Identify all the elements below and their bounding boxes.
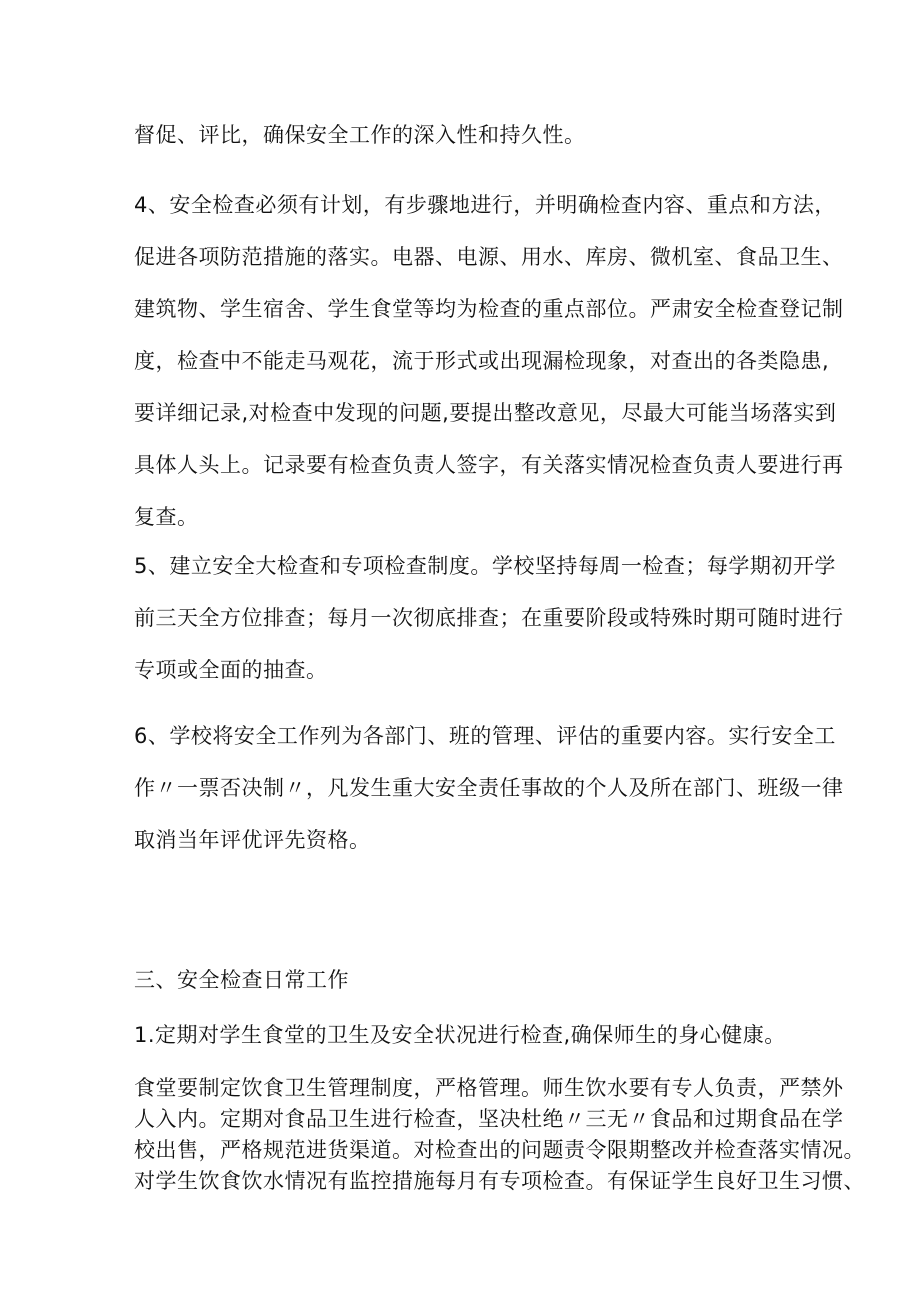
text-line: 作〃一票否决制〃，凡发生重大安全责任事故的个人及所在部门、班级一律: [134, 776, 844, 800]
text-line: 要详细记录,对检查中发现的问题,要提出整改意见，尽最大可能当场落实到: [134, 401, 837, 425]
text-line: 专项或全面的抽查。: [134, 658, 328, 682]
text-line: 督促、评比，确保安全工作的深入性和持久性。: [134, 123, 586, 147]
text-line: 促进各项防范措施的落实。电器、电源、用水、库房、微机室、食品卫生、: [134, 245, 844, 269]
text-line: 具体人头上。记录要有检查负责人签字，有关落实情况检查负责人要进行再: [134, 453, 844, 477]
text-line: 复查。: [134, 505, 199, 529]
text-line: 食堂要制定饮食卫生管理制度，严格管理。师生饮水要有专人负责，严禁外: [134, 1076, 844, 1100]
text-line: 取消当年评优评先资格。: [134, 828, 371, 852]
text-line: 4、安全检查必须有计划，有步骤地进行，并明确检查内容、重点和方法，: [134, 193, 836, 217]
text-line: 建筑物、学生宿舍、学生食堂等均为检查的重点部位。严肃安全检查登记制: [134, 297, 844, 321]
text-line: 校出售，严格规范进货渠道。对检查出的问题责令限期整改并检查落实情况。: [134, 1138, 865, 1162]
text-line: 人入内。定期对食品卫生进行检查，坚决杜绝〃三无〃食品和过期食品在学: [134, 1107, 844, 1131]
continuation-paragraph: [134, 109, 794, 161]
text-line: 5、建立安全大检查和专项检查制度。学校坚持每周一检查；每学期初开学: [134, 554, 836, 578]
section-3-body-paragraph: [134, 1073, 865, 1197]
item-6-paragraph: [134, 710, 844, 866]
text-line: 6、学校将安全工作列为各部门、班的管理、评估的重要内容。实行安全工: [134, 724, 836, 748]
text-line: 度，检查中不能走马观花，流于形式或出现漏检现象，对查出的各类隐患,: [134, 349, 830, 373]
section-3-heading: 三、安全检查日常工作: [134, 968, 349, 992]
section-3-subheading: 1.定期对学生食堂的卫生及安全状况进行检查,确保师生的身心健康。: [134, 1023, 786, 1047]
item-4-paragraph: [134, 179, 844, 543]
text-line: 对学生饮食饮水情况有监控措施每月有专项检查。有保证学生良好卫生习惯、: [134, 1169, 865, 1193]
item-5-paragraph: [134, 540, 844, 696]
text-line: 前三天全方位排查；每月一次彻底排查；在重要阶段或特殊时期可随时进行: [134, 606, 844, 630]
